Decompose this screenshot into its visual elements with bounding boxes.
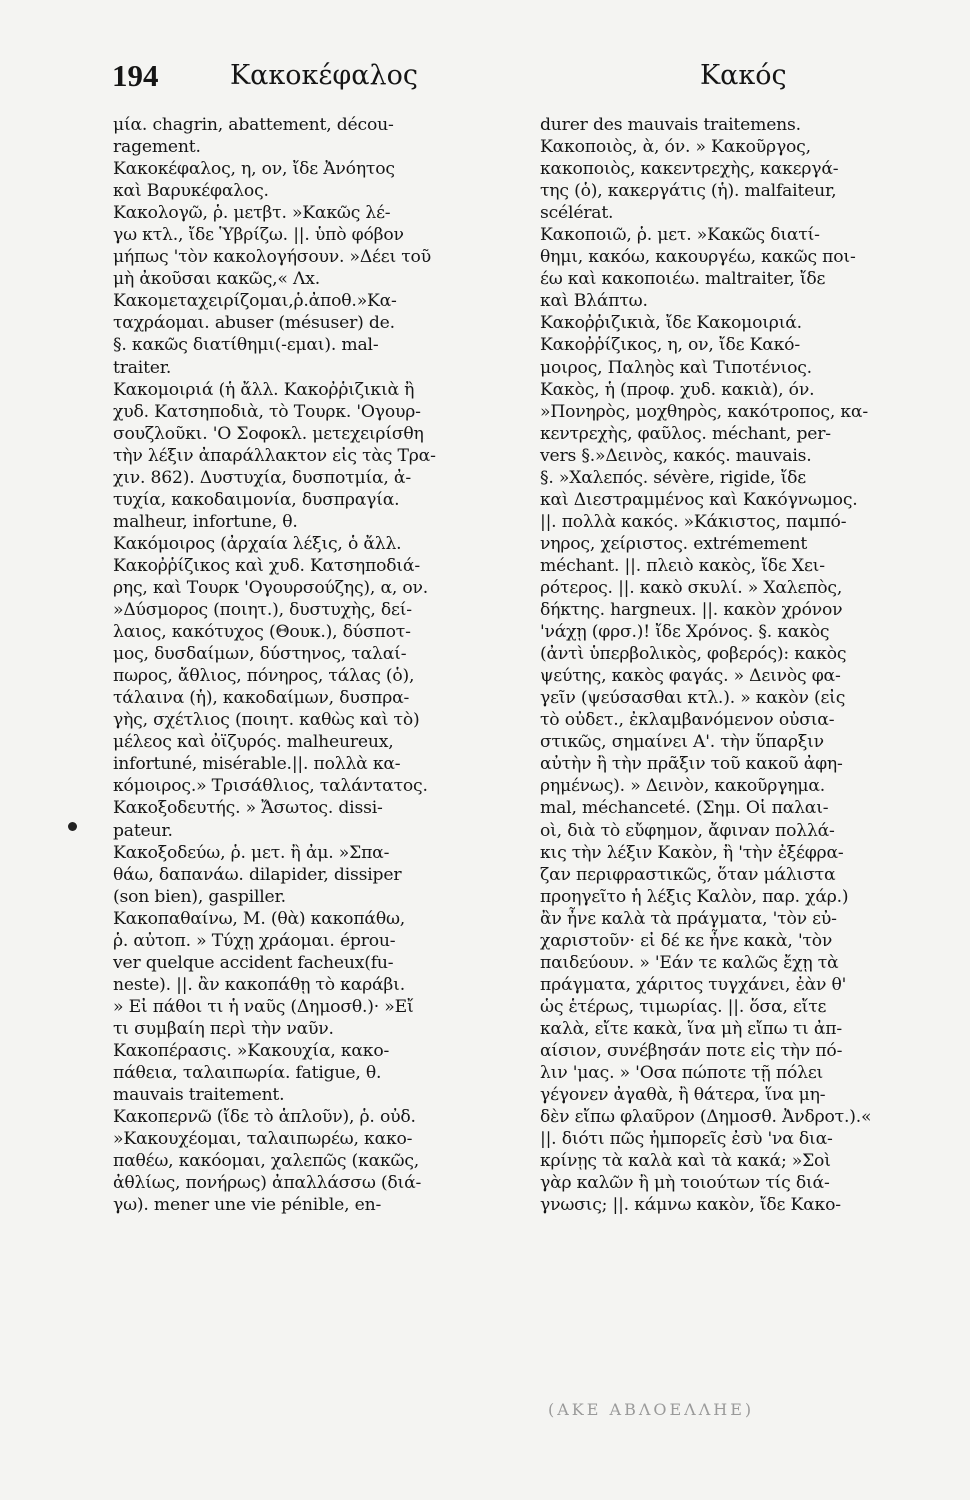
- text-line: Κακόμοιρος (ἀρχαία λέξις, ὁ ἄλλ.: [113, 533, 402, 554]
- text-line: Κακοῤῥιζικιὰ, ἴδε Κακομοιριά.: [540, 313, 802, 334]
- text-line: ἀθλίως, πονήρως) ἀπαλλάσσω (διά-: [113, 1173, 422, 1194]
- text-line: neste). ||. ἂν κακοπάθῃ τὸ καράβι.: [113, 974, 405, 995]
- text-line: γω κτλ., ἴδε Ὑβρίζω. ||. ὑπὸ φόβον: [113, 225, 404, 246]
- text-line: μος, δυσδαίμων, δύστηνος, ταλαί-: [113, 644, 407, 665]
- text-line: καὶ Βαρυκέφαλος.: [113, 181, 269, 202]
- text-line: ἂν ἦνε καλὰ τὰ πράγματα, 'τὸν εὐ-: [540, 908, 837, 929]
- text-line: malheur, infortune, θ.: [113, 511, 298, 532]
- text-line: scélérat.: [540, 203, 614, 224]
- text-line: νηρος, χείριστος. extrémement: [540, 533, 808, 554]
- text-line: ζαν περιφραστικῶς, ὅταν μάλιστα: [540, 864, 836, 885]
- text-line: μία. chagrin, abattement, décou-: [113, 115, 394, 135]
- text-line: κις τὴν λέξιν Κακὸν, ἢ 'τὴν ἐξέφρα-: [540, 842, 844, 863]
- text-line: Κακοποιῶ, ῥ. μετ. »Κακῶς διατί-: [540, 225, 820, 246]
- text-line: τι συμβαίη περὶ τὴν ναῦν.: [113, 1018, 334, 1039]
- text-line: δὲν εἴπω φλαῦρον (Δημοσθ. Ἀνδροτ.).«: [540, 1107, 872, 1128]
- text-line: μοιρος, Παληὸς καὶ Τιποτένιος.: [540, 357, 812, 378]
- text-line: (son bien), gaspiller.: [113, 886, 286, 907]
- text-line: ῥ. αὐτοπ. » Τύχῃ χράομαι. éprou-: [113, 930, 396, 951]
- text-line: δήκτης. hargneux. ||. κακὸν χρόνον: [540, 600, 843, 621]
- text-line: (ἀντὶ ὑπερβολικὸς, φοβερός): κακὸς: [540, 644, 847, 665]
- text-line: Κακοποιὸς, ὰ, όν. » Κακοῦργος,: [540, 137, 811, 158]
- text-line: γνωσις; ||. κάμνω κακὸν, ἴδε Κακο-: [540, 1195, 841, 1216]
- text-line: Κακομεταχειρίζομαι,ῥ.ἀποθ.»Κα-: [113, 291, 397, 312]
- text-line: τυχία, κακοδαιμονία, δυσπραγία.: [113, 489, 400, 510]
- text-line: ταχράομαι. abuser (mésuser) de.: [113, 313, 395, 334]
- text-line: παθέω, κακόομαι, χαλεπῶς (κακῶς,: [113, 1151, 420, 1172]
- text-line: πάθεια, ταλαιπωρία. fatigue, θ.: [113, 1063, 382, 1084]
- text-line: Κακοξοδεύω, ῥ. μετ. ἢ ἀμ. »Σπα-: [113, 842, 390, 863]
- text-line: καὶ Διεστραμμένος καὶ Κακόγνωμος.: [540, 489, 858, 510]
- text-line: ὡς ἑτέρως, τιμωρίας. ||. ὅσα, εἴτε: [540, 996, 827, 1017]
- text-line: traiter.: [113, 357, 172, 378]
- margin-bullet-mark: [68, 822, 77, 831]
- text-line: τάλαινα (ἡ), κακοδαίμων, δυσπρα-: [113, 688, 410, 709]
- right-running-headword: Κακός: [700, 60, 787, 91]
- text-line: προηγεῖτο ἡ λέξις Καλὸν, παρ. χάρ.): [540, 886, 849, 907]
- text-line: §. »Χαλεπός. sévère, rigide, ἴδε: [540, 467, 806, 488]
- text-line: méchant. ||. πλειὸ κακὸς, ἴδε Χει-: [540, 555, 825, 576]
- text-line: σουζλοῦκι. 'Ο Σοφοκλ. μετεχειρίσθη: [113, 423, 424, 444]
- text-line: θάω, δαπανάω. dilapider, dissiper: [113, 864, 402, 885]
- text-line: Κακὸς, ἡ (προφ. χυδ. κακιὰ), όν.: [540, 379, 815, 400]
- text-line: τὴν λέξιν ἀπαράλλακτον εἰς τὰς Τρα-: [113, 445, 436, 466]
- text-line: τὸ οὐδετ., ἐκλαμβανόμενον οὐσια-: [540, 710, 835, 731]
- text-line: Κακολογῶ, ῥ. μετβτ. »Κακῶς λέ-: [113, 203, 391, 224]
- text-line: ||. διότι πῶς ἠμπορεῖς ἐσὺ 'να δια-: [540, 1129, 833, 1150]
- page-header: [112, 58, 832, 98]
- text-line: Κακοπαθαίνω, Μ. (θὰ) κακοπάθω,: [113, 908, 406, 929]
- text-line: μήπως 'τὸν κακολογήσουν. »Δέει τοῦ: [113, 247, 431, 268]
- text-line: ragement.: [113, 137, 201, 158]
- text-line: Κακοῤῥίζικος, η, ον, ἴδε Κακό-: [540, 335, 800, 356]
- text-line: κεντρεχὴς, φαῦλος. méchant, per-: [540, 423, 831, 444]
- text-line: γὴς, σχέτλιος (ποιητ. καθὼς καὶ τὸ): [113, 710, 420, 731]
- left-running-headword: Κακοκέφαλος: [230, 60, 419, 91]
- text-line: infortuné, misérable.||. πολλὰ κα-: [113, 754, 401, 775]
- right-text-column: [540, 114, 960, 1216]
- text-line: θημι, κακόω, κακουργέω, κακῶς ποι-: [540, 247, 856, 268]
- left-text-column: [113, 114, 513, 1216]
- text-line: ver quelque accident facheux(fu-: [113, 952, 394, 973]
- text-line: vers §.»Δεινὸς, κακός. mauvais.: [540, 445, 812, 466]
- text-line: 'νάχῃ (φρσ.)! ἴδε Χρόνος. §. κακὸς: [540, 622, 830, 643]
- text-line: της (ὁ), κακεργάτις (ἡ). malfaiteur,: [540, 181, 837, 202]
- text-line: στικῶς, σημαίνει Α'. τὴν ὕπαρξιν: [540, 732, 824, 753]
- text-line: ρημένως). » Δεινὸν, κακοῦργημα.: [540, 776, 826, 797]
- text-line: μὴ ἀκοῦσαι κακῶς,« Λx.: [113, 269, 320, 290]
- text-line: Κακοξοδευτής. » Ἄσωτος. dissi-: [113, 798, 383, 819]
- text-line: Κακοπερνῶ (ἴδε τὸ ἁπλοῦν), ῥ. οὐδ.: [113, 1107, 416, 1128]
- text-line: ψεύτης, κακὸς φαγάς. » Δεινὸς φα-: [540, 666, 841, 687]
- text-line: ||. πολλὰ κακός. »Κάκιστος, παμπό-: [540, 511, 847, 532]
- text-line: καὶ Βλάπτω.: [540, 291, 648, 312]
- text-line: »Πονηρὸς, μοχθηρὸς, κακότροπος, κα-: [540, 401, 868, 422]
- text-line: Κακομοιριά (ἡ ἄλλ. Κακοῤῥιζικιὰ ἢ: [113, 379, 415, 400]
- text-line: πράγματα, χάριτος τυγχάνει, ἐὰν θ': [540, 974, 847, 995]
- text-line: ρότερος. ||. κακὸ σκυλί. » Χαλεπὸς,: [540, 577, 843, 598]
- text-line: κόμοιρος.» Τρισάθλιος, ταλάντατος.: [113, 776, 428, 797]
- bleed-through-text: (ΑΚΕ ΑΒΛΟΕΛΛΗΕ): [548, 1400, 755, 1419]
- page-number: 194: [112, 58, 159, 93]
- text-line: pateur.: [113, 820, 173, 841]
- text-line: χιν. 862). Δυστυχία, δυσποτμία, ἀ-: [113, 467, 411, 488]
- text-line: »Δύσμορος (ποιητ.), δυστυχὴς, δεί-: [113, 600, 412, 621]
- text-line: » Εἰ πάθοι τι ἡ ναῦς (Δημοσθ.)· »Εἴ: [113, 996, 414, 1017]
- text-line: καλὰ, εἴτε κακὰ, ἵνα μὴ εἴπω τι ἀπ-: [540, 1018, 842, 1039]
- text-line: μέλεος καὶ ὀϊζυρός. malheureux,: [113, 732, 394, 753]
- text-line: κακοποιὸς, κακεντρεχὴς, κακεργά-: [540, 159, 839, 180]
- text-line: αίσιον, συνέβησάν ποτε εἰς τὴν πό-: [540, 1040, 843, 1061]
- text-line: οὶ, διὰ τὸ εὔφημον, ἄφιναν πολλά-: [540, 820, 835, 841]
- text-line: λαιος, κακότυχος (Θουκ.), δύσποτ-: [113, 622, 411, 643]
- text-line: αὐτὴν ἢ τὴν πρᾶξιν τοῦ κακοῦ ἀφη-: [540, 754, 843, 775]
- text-line: §. κακῶς διατίθημι(-εμαι). mal-: [113, 335, 379, 356]
- text-line: γω). mener une vie pénible, en-: [113, 1195, 382, 1216]
- text-line: πωρος, ἄθλιος, πόνηρος, τάλας (ὁ),: [113, 666, 415, 687]
- text-line: παιδεύουν. » 'Εάν τε καλῶς ἔχῃ τὰ: [540, 952, 839, 973]
- text-line: κρίνῃς τὰ καλὰ καὶ τὰ κακά; »Σοὶ: [540, 1151, 831, 1172]
- text-line: γὰρ καλῶν ἢ μὴ τοιούτων τίς διά-: [540, 1173, 830, 1194]
- text-line: Κακοπέρασις. »Κακουχία, κακο-: [113, 1040, 390, 1061]
- text-line: Κακοκέφαλος, η, ον, ἴδε Ἀνόητος: [113, 159, 395, 180]
- text-line: mal, méchanceté. (Σημ. Οἱ παλαι-: [540, 798, 829, 819]
- text-line: χυδ. Κατσηποδιὰ, τὸ Τουρκ. 'Ογουρ-: [113, 401, 421, 422]
- text-line: mauvais traitement.: [113, 1085, 285, 1106]
- text-line: γέγονεν ἀγαθὰ, ἢ θάτερα, ἵνα μη-: [540, 1085, 826, 1106]
- text-line: λιν 'μας. » 'Οσα πώποτε τῇ πόλει: [540, 1063, 824, 1084]
- text-line: Κακοῤῥίζικος καὶ χυδ. Κατσηποδιά-: [113, 555, 420, 576]
- text-line: ρης, καὶ Τουρκ 'Ογουρσούζης), α, ον.: [113, 577, 429, 598]
- text-line: χαριστοῦν· εἰ δέ κε ἦνε κακὰ, 'τὸν: [540, 930, 833, 951]
- text-line: γεῖν (ψεύσασθαι κτλ.). » κακὸν (εἰς: [540, 688, 846, 709]
- text-line: durer des mauvais traitemens.: [540, 115, 801, 135]
- text-line: »Κακουχέομαι, ταλαιπωρέω, κακο-: [113, 1129, 413, 1150]
- text-line: έω καὶ κακοποιέω. maltraiter, ἴδε: [540, 269, 826, 290]
